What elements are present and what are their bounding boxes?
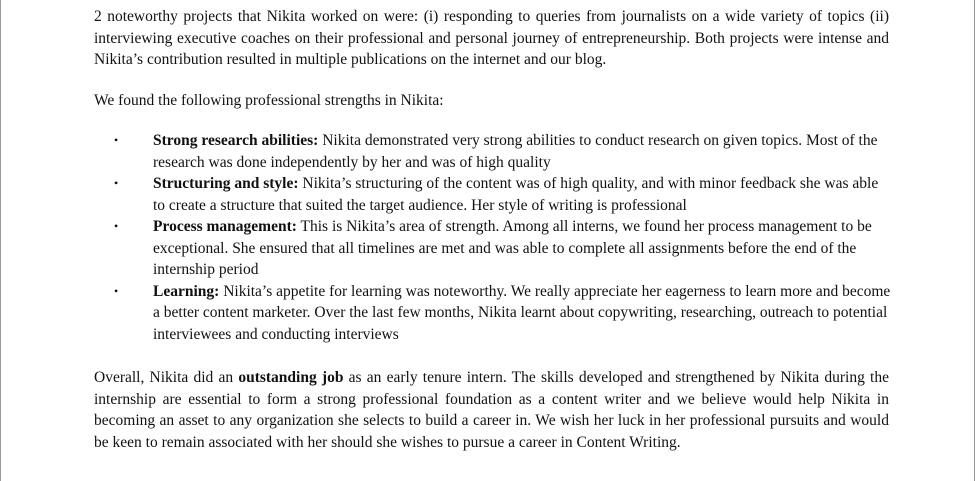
strengths-intro: We found the following professional strengths in Nikita: xyxy=(94,92,444,109)
conclusion-paragraph xyxy=(94,367,889,453)
strength-item-learning xyxy=(94,281,894,346)
bullet-icon: • xyxy=(114,176,119,190)
strength-title: Learning: xyxy=(153,282,220,300)
strength-body: Nikita demonstrated very strong abilities to conduct research on given topics. Most of the research was done independently by her and was of high quality xyxy=(153,132,878,171)
strengths-list xyxy=(94,130,894,345)
strength-body: This is Nikita’s area of strength. Among all interns, we found her process management to be exceptional. She ensured that all timelines are met and was able to complete all assignments before the end of the internship period xyxy=(153,218,872,278)
strength-body: Nikita’s appetite for learning was noteworthy. We really appreciate her eagerness to learn more and become a better content marketer. Over the last few months, Nikita learnt about copywriting, researching, outreach to potential interviewees and conducting interviews xyxy=(153,282,891,343)
intro-paragraph: 2 noteworthy projects that Nikita worked on were: (i) responding to queries from journalists on a wide variety of topics (ii) interviewing executive coaches on their professional and personal journey of entrepreneurship. Both projects were intense and Nikita’s contribution resulted in multiple publications on the internet and our blog. xyxy=(94,8,889,68)
strength-item-process xyxy=(94,216,894,281)
conclusion-highlight: outstanding job xyxy=(238,369,344,386)
bullet-icon: • xyxy=(114,283,119,298)
bullet-icon: • xyxy=(114,219,119,233)
strength-title: Structuring and style: xyxy=(153,175,299,192)
strength-item-research xyxy=(94,130,894,173)
strength-item-structuring xyxy=(94,173,894,216)
conclusion-text-end: as an early tenure intern. The skills developed and strengthened by Nikita during the internship are essential to form a strong professional foundation as a content writer and we believe would help Nikita in becoming an asset to any organization she selects to build a career in. We wish her luck in her professional pursuits and would be keen to remain associated with her should she wishes to pursue a career in Content Writing. xyxy=(94,369,889,451)
bullet-icon: • xyxy=(114,133,119,147)
strength-title: Strong research abilities: xyxy=(153,132,319,149)
strength-title: Process management: xyxy=(153,218,297,235)
strength-body: Nikita’s structuring of the content was of high quality, and with minor feedback she was able to create a structure that suited the target audience. Her style of writing is professional xyxy=(153,175,879,214)
conclusion-text-start: Overall, Nikita did an xyxy=(94,369,239,386)
